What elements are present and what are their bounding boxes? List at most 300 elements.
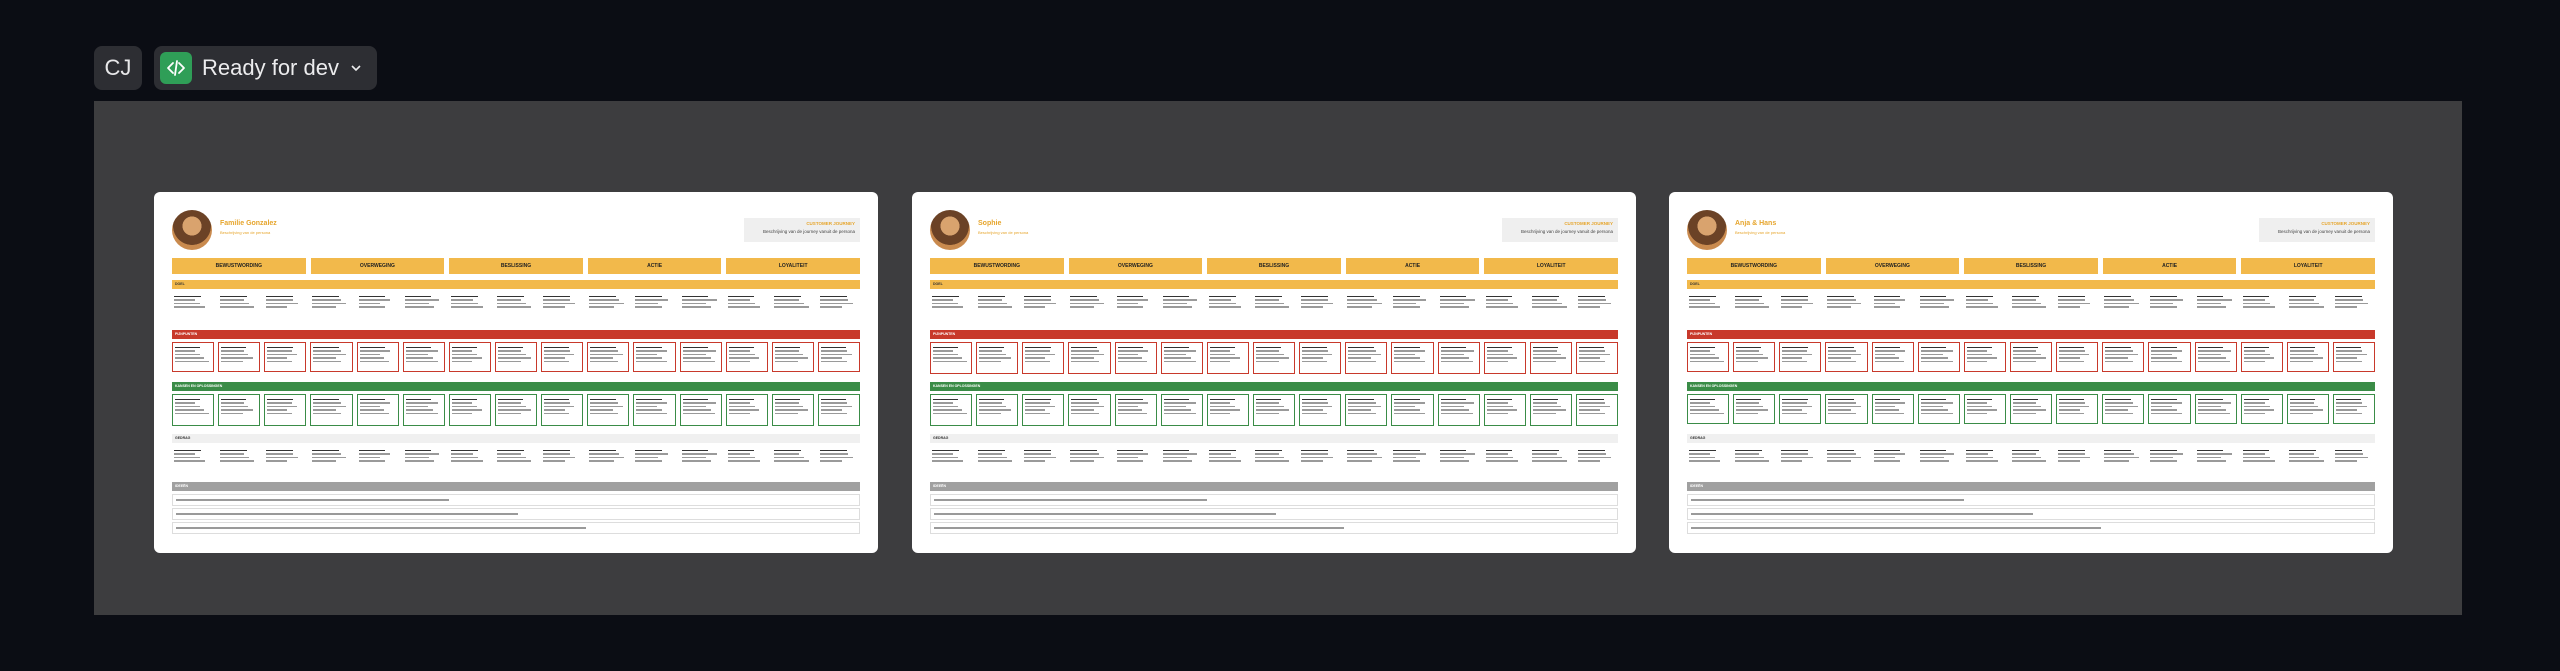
cell-text-placeholder: [1348, 350, 1376, 351]
cell-heading-placeholder: [1875, 399, 1900, 400]
journey-cell: [587, 342, 629, 372]
cell-text-placeholder: [359, 453, 391, 454]
cell-text-placeholder: [497, 306, 531, 307]
cell-text-placeholder: [544, 357, 565, 358]
cell-heading-placeholder: [1302, 347, 1327, 348]
journey-card[interactable]: [154, 192, 878, 553]
cell-heading-placeholder: [1828, 399, 1853, 400]
cell-text-placeholder: [1875, 402, 1905, 403]
journey-cell: [2010, 394, 2052, 424]
cell-text-placeholder: [1163, 460, 1192, 461]
cell-text-placeholder: [1256, 361, 1279, 362]
journey-cell: [1345, 394, 1387, 426]
cell-heading-placeholder: [1967, 347, 1992, 348]
cell-text-placeholder: [1070, 460, 1094, 461]
cell-text-placeholder: [544, 409, 565, 410]
cell-heading-placeholder: [543, 296, 570, 297]
cell-text-placeholder: [1348, 413, 1376, 414]
cell-text-placeholder: [1164, 402, 1197, 403]
journey-cell: [1022, 394, 1064, 426]
cell-text-placeholder: [2150, 453, 2182, 454]
cell-text-placeholder: [543, 299, 570, 300]
journey-cell: [449, 446, 491, 470]
cell-text-placeholder: [1301, 303, 1333, 304]
cell-text-placeholder: [2105, 354, 2138, 355]
journey-cell: [264, 342, 306, 372]
cell-text-placeholder: [932, 453, 953, 454]
cell-heading-placeholder: [1875, 347, 1900, 348]
cell-text-placeholder: [1393, 306, 1420, 307]
journey-description: Beschrijving van de journey vanuit de persona: [2277, 229, 2370, 234]
cell-heading-placeholder: [1070, 450, 1097, 451]
cell-text-placeholder: [2059, 350, 2085, 351]
cell-text-placeholder: [220, 460, 254, 461]
journey-cell: [2148, 342, 2190, 372]
idea-item: [1687, 522, 2375, 534]
journey-cell: [1733, 446, 1775, 470]
user-avatar[interactable]: CJ: [94, 46, 142, 90]
cell-text-placeholder: [2336, 354, 2367, 355]
cell-text-placeholder: [2243, 306, 2275, 307]
kansen-row: [172, 394, 860, 426]
journey-cell: [1825, 394, 1867, 424]
journey-cell: [930, 446, 972, 470]
cell-heading-placeholder: [1394, 399, 1419, 400]
cell-text-placeholder: [1117, 460, 1143, 461]
cell-text-placeholder: [1486, 460, 1518, 461]
cell-text-placeholder: [1118, 406, 1138, 407]
cell-text-placeholder: [1209, 299, 1231, 300]
cell-heading-placeholder: [498, 399, 523, 400]
cell-heading-placeholder: [1782, 347, 1807, 348]
cell-text-placeholder: [543, 460, 565, 461]
cell-text-placeholder: [1441, 402, 1474, 403]
cell-text-placeholder: [2151, 406, 2172, 407]
cell-text-placeholder: [774, 460, 809, 461]
cell-text-placeholder: [1690, 413, 1724, 414]
cell-text-placeholder: [1163, 306, 1192, 307]
cell-heading-placeholder: [1578, 450, 1605, 451]
cell-text-placeholder: [1782, 402, 1807, 403]
cell-text-placeholder: [932, 299, 953, 300]
cell-text-placeholder: [1532, 453, 1557, 454]
cell-text-placeholder: [1782, 354, 1812, 355]
cell-text-placeholder: [1256, 354, 1284, 355]
cell-text-placeholder: [1118, 402, 1148, 403]
journey-cell: [1576, 292, 1618, 322]
idea-text-placeholder: [176, 527, 586, 528]
cell-text-placeholder: [1578, 453, 1606, 454]
section-ideeen: IDEEËN: [172, 482, 860, 491]
cell-text-placeholder: [221, 357, 253, 358]
cell-text-placeholder: [267, 350, 292, 351]
journey-cell: [172, 394, 214, 426]
cell-heading-placeholder: [1348, 347, 1373, 348]
cell-text-placeholder: [2058, 303, 2090, 304]
cell-text-placeholder: [497, 453, 521, 454]
cell-text-placeholder: [451, 306, 483, 307]
cell-text-placeholder: [1440, 299, 1475, 300]
cell-text-placeholder: [1533, 409, 1566, 410]
cell-text-placeholder: [1209, 457, 1236, 458]
cell-text-placeholder: [1347, 299, 1377, 300]
cell-text-placeholder: [635, 299, 667, 300]
cell-text-placeholder: [775, 413, 798, 414]
cell-text-placeholder: [1118, 409, 1143, 410]
journey-cell: [1022, 446, 1064, 470]
journey-cell: [2148, 394, 2190, 424]
cell-text-placeholder: [978, 460, 1012, 461]
cell-text-placeholder: [1782, 409, 1802, 410]
journey-cell: [1687, 394, 1729, 424]
cell-text-placeholder: [1071, 413, 1098, 414]
cell-heading-placeholder: [360, 347, 385, 348]
cell-text-placeholder: [1578, 299, 1606, 300]
cell-heading-placeholder: [1210, 347, 1235, 348]
cell-heading-placeholder: [1256, 399, 1281, 400]
cell-heading-placeholder: [682, 450, 709, 451]
stage-label: ACTIE: [1346, 258, 1480, 274]
cell-text-placeholder: [360, 357, 385, 358]
cell-heading-placeholder: [1440, 450, 1467, 451]
journey-cell: [1391, 394, 1433, 426]
cell-text-placeholder: [2059, 402, 2085, 403]
cell-text-placeholder: [1348, 357, 1371, 358]
cell-text-placeholder: [1967, 354, 1992, 355]
cell-text-placeholder: [589, 303, 624, 304]
cell-text-placeholder: [360, 361, 390, 362]
persona-name: Sophie: [978, 220, 1002, 227]
cell-text-placeholder: [221, 354, 248, 355]
cell-text-placeholder: [1118, 354, 1138, 355]
cell-text-placeholder: [1164, 357, 1191, 358]
cell-text-placeholder: [728, 457, 755, 458]
journey-cell: [2241, 446, 2283, 470]
journey-cell: [2148, 446, 2190, 470]
cell-text-placeholder: [406, 357, 433, 358]
cell-text-placeholder: [1781, 306, 1802, 307]
cell-text-placeholder: [174, 303, 200, 304]
journey-cell: [2056, 342, 2098, 372]
cell-text-placeholder: [635, 457, 657, 458]
cell-text-placeholder: [2012, 453, 2036, 454]
cell-text-placeholder: [1782, 361, 1807, 362]
cell-text-placeholder: [774, 306, 809, 307]
cell-text-placeholder: [729, 361, 750, 362]
cell-text-placeholder: [498, 354, 526, 355]
cell-text-placeholder: [1302, 413, 1327, 414]
journey-card[interactable]: [912, 192, 1636, 553]
cell-text-placeholder: [979, 354, 1006, 355]
chevron-down-icon: [349, 61, 363, 75]
cell-text-placeholder: [1393, 303, 1415, 304]
cell-heading-placeholder: [359, 450, 386, 451]
persona-description: Beschrijving van de persona: [220, 230, 271, 235]
cell-text-placeholder: [2151, 361, 2181, 362]
cell-text-placeholder: [544, 354, 574, 355]
section-pijnpunten: PIJNPUNTEN: [1687, 330, 2375, 339]
cell-text-placeholder: [1486, 306, 1518, 307]
cell-text-placeholder: [1533, 357, 1566, 358]
cell-heading-placeholder: [1256, 347, 1281, 348]
cell-text-placeholder: [1347, 306, 1371, 307]
journey-cell: [2102, 342, 2144, 372]
cell-text-placeholder: [1827, 457, 1861, 458]
cell-text-placeholder: [1210, 361, 1230, 362]
cell-text-placeholder: [498, 406, 526, 407]
cell-text-placeholder: [1164, 361, 1196, 362]
cell-text-placeholder: [1487, 413, 1508, 414]
cell-text-placeholder: [1347, 457, 1382, 458]
journey-cell: [357, 342, 399, 372]
cell-text-placeholder: [452, 354, 477, 355]
journey-cell: [1438, 394, 1480, 426]
cell-text-placeholder: [1209, 460, 1241, 461]
cell-heading-placeholder: [979, 399, 1004, 400]
cell-text-placeholder: [2198, 413, 2231, 414]
cell-text-placeholder: [2335, 299, 2363, 300]
cell-heading-placeholder: [1736, 399, 1761, 400]
journey-cell: [1022, 292, 1064, 322]
cell-text-placeholder: [1117, 303, 1138, 304]
cell-text-placeholder: [2335, 306, 2358, 307]
cell-text-placeholder: [312, 306, 336, 307]
cell-text-placeholder: [821, 402, 847, 403]
cell-text-placeholder: [221, 402, 243, 403]
cell-text-placeholder: [2197, 457, 2222, 458]
cell-text-placeholder: [406, 354, 429, 355]
cell-heading-placeholder: [359, 296, 386, 297]
journey-cell: [541, 446, 583, 470]
cell-text-placeholder: [1301, 306, 1323, 307]
cell-text-placeholder: [2150, 460, 2177, 461]
cell-text-placeholder: [2336, 413, 2362, 414]
cell-text-placeholder: [729, 402, 750, 403]
cell-text-placeholder: [1025, 350, 1050, 351]
cell-text-placeholder: [359, 299, 391, 300]
stage-label: LOYALITEIT: [1484, 258, 1618, 274]
journey-card[interactable]: [1669, 192, 2393, 553]
design-canvas[interactable]: [94, 101, 2462, 615]
cell-heading-placeholder: [636, 347, 661, 348]
cell-heading-placeholder: [451, 296, 478, 297]
status-dropdown[interactable]: [154, 46, 377, 90]
cell-text-placeholder: [2244, 357, 2275, 358]
cell-text-placeholder: [1875, 409, 1900, 410]
cell-text-placeholder: [1348, 406, 1381, 407]
cell-heading-placeholder: [1210, 399, 1235, 400]
cell-text-placeholder: [2290, 350, 2314, 351]
stage-label: BEWUSTWORDING: [930, 258, 1064, 274]
cell-heading-placeholder: [1579, 399, 1604, 400]
cell-text-placeholder: [1579, 413, 1605, 414]
journey-cell: [1391, 342, 1433, 374]
cell-text-placeholder: [932, 457, 958, 458]
cell-text-placeholder: [729, 413, 750, 414]
journey-cell: [1779, 394, 1821, 424]
cell-text-placeholder: [1071, 350, 1098, 351]
cell-text-placeholder: [933, 409, 962, 410]
cell-heading-placeholder: [821, 399, 846, 400]
cell-text-placeholder: [933, 361, 967, 362]
cell-text-placeholder: [1579, 354, 1610, 355]
cell-text-placeholder: [405, 457, 429, 458]
stage-label: BESLISSING: [1207, 258, 1341, 274]
stage-label: LOYALITEIT: [726, 258, 860, 274]
journey-cell: [218, 394, 260, 426]
cell-text-placeholder: [1533, 406, 1562, 407]
cell-text-placeholder: [1532, 457, 1562, 458]
journey-cell: [726, 292, 768, 322]
cell-text-placeholder: [2336, 402, 2362, 403]
cell-heading-placeholder: [932, 296, 959, 297]
cell-text-placeholder: [1302, 409, 1323, 410]
section-gedrag: GEDRAG: [1687, 434, 2375, 443]
cell-text-placeholder: [1071, 361, 1098, 362]
cell-text-placeholder: [590, 357, 613, 358]
cell-text-placeholder: [360, 413, 390, 414]
stage-label: ACTIE: [2103, 258, 2237, 274]
journey-cell: [1918, 292, 1960, 322]
cell-text-placeholder: [544, 402, 570, 403]
stage-label: BEWUSTWORDING: [172, 258, 306, 274]
cell-text-placeholder: [1210, 413, 1230, 414]
journey-cell: [976, 292, 1018, 322]
cell-text-placeholder: [1736, 406, 1763, 407]
cell-text-placeholder: [174, 453, 195, 454]
cell-text-placeholder: [1486, 453, 1509, 454]
cell-heading-placeholder: [1690, 347, 1715, 348]
journey-cell: [1484, 394, 1526, 426]
cell-text-placeholder: [2059, 413, 2084, 414]
cell-text-placeholder: [1875, 361, 1905, 362]
journey-cell: [2056, 446, 2098, 470]
cell-heading-placeholder: [1024, 450, 1051, 451]
cell-heading-placeholder: [1348, 399, 1373, 400]
journey-cell: [633, 394, 675, 426]
journey-cell: [1299, 292, 1341, 322]
cell-text-placeholder: [1071, 354, 1103, 355]
journey-cell: [310, 446, 352, 470]
status-label: Ready for dev: [202, 55, 339, 80]
cell-text-placeholder: [1579, 409, 1600, 410]
journey-cell: [2241, 394, 2283, 424]
journey-cell: [772, 446, 814, 470]
cell-text-placeholder: [2058, 457, 2090, 458]
cell-text-placeholder: [1874, 457, 1895, 458]
cell-heading-placeholder: [2012, 296, 2039, 297]
cell-text-placeholder: [2013, 402, 2036, 403]
cell-text-placeholder: [1393, 299, 1425, 300]
journey-cell: [1825, 446, 1867, 470]
cell-text-placeholder: [2290, 406, 2319, 407]
cell-text-placeholder: [1394, 402, 1425, 403]
cell-text-placeholder: [2290, 361, 2313, 362]
journey-cell: [1530, 292, 1572, 322]
cell-text-placeholder: [2243, 303, 2270, 304]
cell-text-placeholder: [2105, 361, 2133, 362]
cell-text-placeholder: [683, 361, 716, 362]
cell-text-placeholder: [360, 354, 380, 355]
journey-cell: [2287, 446, 2329, 470]
cell-text-placeholder: [1163, 303, 1187, 304]
cell-text-placeholder: [1210, 406, 1235, 407]
cell-text-placeholder: [774, 457, 804, 458]
cell-text-placeholder: [543, 306, 565, 307]
cell-text-placeholder: [312, 453, 341, 454]
cell-text-placeholder: [590, 409, 613, 410]
cell-text-placeholder: [267, 354, 297, 355]
section-kansen: KANSEN EN OPLOSSINGEN: [1687, 382, 2375, 391]
journey-cell: [1391, 292, 1433, 322]
cell-text-placeholder: [1394, 350, 1425, 351]
cell-text-placeholder: [2336, 357, 2357, 358]
doel-row: [172, 292, 860, 322]
cell-heading-placeholder: [1393, 450, 1420, 451]
cell-text-placeholder: [2290, 413, 2313, 414]
journey-cell: [2241, 292, 2283, 322]
cell-heading-placeholder: [1487, 399, 1512, 400]
cell-text-placeholder: [1967, 350, 1988, 351]
cell-heading-placeholder: [2290, 399, 2315, 400]
cell-text-placeholder: [498, 350, 521, 351]
cell-text-placeholder: [1025, 402, 1050, 403]
cell-heading-placeholder: [2336, 347, 2361, 348]
journey-cell: [772, 342, 814, 372]
cell-heading-placeholder: [406, 347, 431, 348]
cell-text-placeholder: [1735, 299, 1759, 300]
cell-text-placeholder: [2105, 406, 2138, 407]
cell-text-placeholder: [1689, 457, 1715, 458]
cell-text-placeholder: [775, 402, 799, 403]
cell-text-placeholder: [1209, 306, 1241, 307]
cell-text-placeholder: [1782, 357, 1802, 358]
cell-text-placeholder: [1440, 306, 1470, 307]
cell-text-placeholder: [2105, 409, 2128, 410]
cell-text-placeholder: [1164, 406, 1187, 407]
cell-text-placeholder: [220, 453, 244, 454]
journey-cell: [1253, 342, 1295, 374]
cell-heading-placeholder: [635, 296, 662, 297]
cell-heading-placeholder: [1689, 296, 1716, 297]
journey-cell: [976, 394, 1018, 426]
cell-heading-placeholder: [2289, 450, 2316, 451]
journey-cell: [772, 292, 814, 322]
journey-cell: [587, 394, 629, 426]
journey-cell: [1022, 342, 1064, 374]
cell-text-placeholder: [979, 361, 1001, 362]
journey-cell: [1530, 342, 1572, 374]
section-ideeen: IDEEËN: [930, 482, 1618, 491]
journey-cell: [930, 342, 972, 374]
cell-text-placeholder: [1532, 299, 1557, 300]
cell-text-placeholder: [2059, 354, 2089, 355]
cell-text-placeholder: [2150, 303, 2172, 304]
cell-heading-placeholder: [312, 296, 339, 297]
cell-heading-placeholder: [267, 399, 292, 400]
cell-text-placeholder: [266, 453, 292, 454]
cell-text-placeholder: [1532, 306, 1567, 307]
journey-cell: [930, 292, 972, 322]
cell-heading-placeholder: [2105, 399, 2130, 400]
journey-cell: [680, 342, 722, 372]
cell-heading-placeholder: [1966, 296, 1993, 297]
cell-text-placeholder: [1255, 460, 1289, 461]
cell-text-placeholder: [1487, 406, 1513, 407]
cell-heading-placeholder: [1735, 450, 1762, 451]
cell-text-placeholder: [2104, 303, 2139, 304]
journey-cell: [1253, 292, 1295, 322]
